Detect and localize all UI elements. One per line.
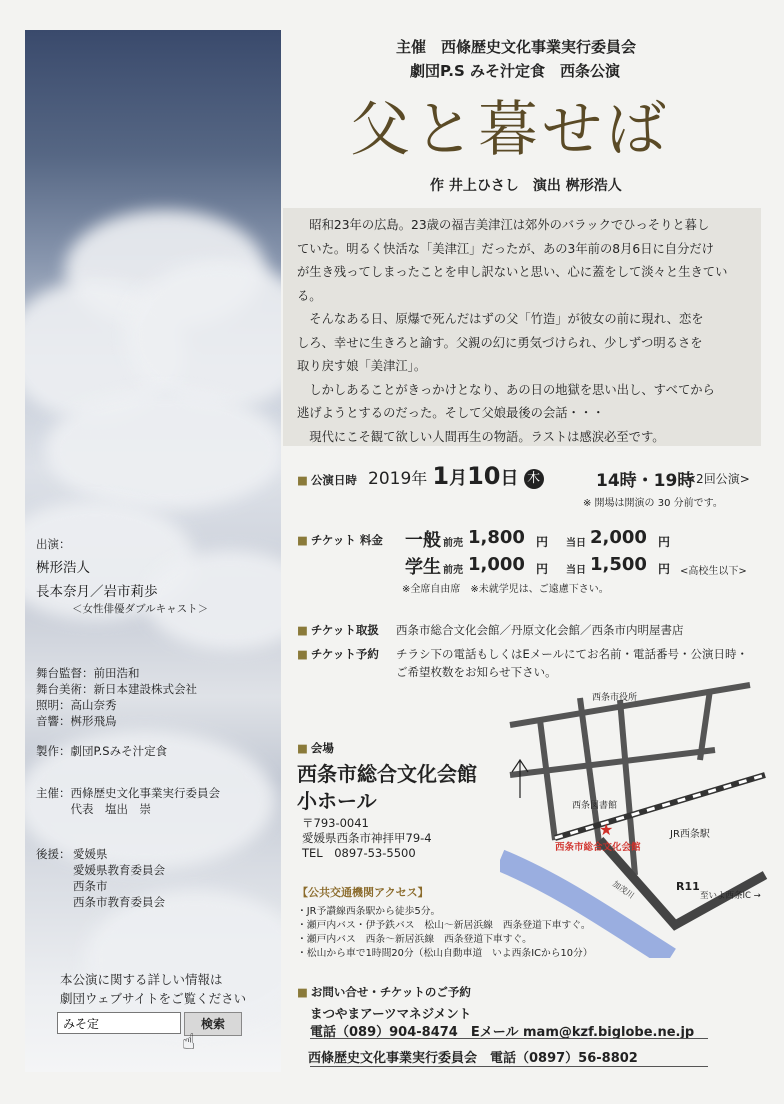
yen-unit: 円 <box>536 562 549 576</box>
staff-stage-art: 舞台美術：新日本建設株式会社 <box>36 682 197 696</box>
river <box>500 860 670 958</box>
access-item: ・瀬戸内バス・伊予鉄バス 松山～新居浜線 西条登道下車すぐ。 <box>297 920 591 931</box>
hand-pointer-icon: ☝ <box>182 1030 196 1055</box>
section-marker: ■ <box>297 741 308 755</box>
student-advance-price: 1,000 <box>468 554 525 575</box>
access-item: ・瀬戸内バス 西条～新居浜線 西条登道下車すぐ。 <box>297 934 532 945</box>
venue-name: 西条市総合文化会館 <box>297 762 477 786</box>
schedule-label-text: 公演日時 <box>310 473 357 487</box>
yen-unit: 円 <box>658 535 671 549</box>
door-label: 当日 <box>566 565 586 576</box>
search-button[interactable]: 検索 <box>184 1012 242 1036</box>
cast-name-2: 長本奈月／岩市莉歩 <box>36 584 158 600</box>
map-label-library: 西条図書館 <box>572 801 618 811</box>
synopsis-line: 現代にこそ観て欲しい人間再生の物語。ラストは感涙必至です。 <box>297 429 665 444</box>
date-month: 1 <box>432 462 450 490</box>
support-item: 愛媛県教育委員会 <box>73 863 165 877</box>
contact-label-text: お問い合せ・チケットのご予約 <box>310 985 471 999</box>
web-info-line-1: 本公演に関する詳しい情報は <box>60 972 223 987</box>
north-arrow-icon <box>512 760 528 798</box>
synopsis-line: 取り戻す娘「美津江」。 <box>297 359 427 373</box>
doors-open-note: ※ 開場は開演の 30 分前です。 <box>583 498 723 509</box>
map-label-route: R11 <box>676 880 700 893</box>
author-director: 作 井上ひさし 演出 桝形浩人 <box>430 178 622 194</box>
reserve-line-1: チラシ下の電話もしくはEメールにてお名前・電話番号・公演日時・ <box>396 647 749 661</box>
synopsis-line: しかしあることがきっかけとなり、あの日の地獄を思い出し、すべてから <box>297 382 715 397</box>
ticket-notes: ※全席自由席 ※未就学児は、ご遠慮下さい。 <box>402 584 609 595</box>
synopsis-line: そんなある日、原爆で死んだはずの父「竹造」が彼女の前に現れ、恋を <box>297 312 704 326</box>
student-age-note: <高校生以下> <box>680 566 747 577</box>
synopsis-line: 逃げようとするのだった。そして父娘最後の会話・・・ <box>297 406 605 420</box>
date-day-unit: 日 <box>500 468 519 489</box>
contact-label <box>297 984 471 1000</box>
door-label: 当日 <box>566 538 586 549</box>
venue-tel: TEL 0897-53-5500 <box>302 846 416 860</box>
synopsis-line: が生き残ってしまったことを申し訳ないと思い、心に蓋をして淡々と生きている。 <box>297 265 728 303</box>
organizer-line: 主催 西條歴史文化事業実行委員会 <box>396 38 637 56</box>
committee-contact: 西條歴史文化事業実行委員会 電話（0897）56-8802 <box>308 1051 638 1066</box>
map-label-venue: 西条市総合文化会館 <box>555 842 641 853</box>
general-label: 一般 <box>405 530 441 551</box>
support-item: 西条市 <box>73 879 108 893</box>
venue-address: 愛媛県西条市神拝甲79-4 <box>302 831 432 845</box>
sponsor-line-1: 主催：西條歴史文化事業実行委員会 <box>36 786 220 800</box>
synopsis-line: 昭和23年の広島。23歳の福吉美津江は郊外のバラックでひっそりと暮し <box>297 218 710 232</box>
performance-times: 14時・19時 <box>596 471 695 491</box>
section-marker: ■ <box>297 623 308 637</box>
access-heading: 【公共交通機関アクセス】 <box>297 886 429 899</box>
contact-phone-email: 電話（089）904-8474 Eメール mam@kzf.biglobe.ne.jp <box>310 1025 695 1040</box>
divider <box>310 1066 708 1067</box>
map-label-river: 加茂川 <box>610 879 636 901</box>
venue-label <box>297 740 334 756</box>
contact-company: まつやまアーツマネジメント <box>310 1006 472 1021</box>
support-item: 西条市教育委員会 <box>73 895 165 909</box>
staff-sound: 音響：桝形飛鳥 <box>36 714 117 728</box>
general-door-price: 2,000 <box>590 527 647 548</box>
reserve-label-text: チケット予約 <box>310 647 379 661</box>
advance-label: 前売 <box>443 538 463 549</box>
company-line: 劇団P.S みそ汁定食 西条公演 <box>410 62 620 80</box>
date-month-unit: 月 <box>449 468 468 489</box>
schedule-label <box>297 472 357 488</box>
map-label-city-hall: 西条市役所 <box>592 693 638 703</box>
map-label-station: JR西条駅 <box>670 829 710 840</box>
student-door-price: 1,500 <box>590 554 647 575</box>
synopsis-line: しろ、幸せに生きろと諭す。父親の幻に勇気づけられ、少しずつ明るさを <box>297 335 703 350</box>
production-credit: 製作：劇団P.Sみそ汁定食 <box>36 744 168 758</box>
cast-name-1: 桝形浩人 <box>36 560 90 576</box>
venue-hall: 小ホール <box>297 789 377 813</box>
reserve-label <box>297 646 379 662</box>
general-advance-price: 1,800 <box>468 527 525 548</box>
section-marker: ■ <box>297 533 308 547</box>
student-label: 学生 <box>405 557 441 578</box>
divider <box>310 1038 708 1039</box>
support-label: 後援： <box>36 847 71 861</box>
yen-unit: 円 <box>658 562 671 576</box>
section-marker: ■ <box>297 473 308 487</box>
synopsis-box <box>283 208 761 446</box>
ticket-price-label <box>297 532 383 548</box>
yen-unit: 円 <box>536 535 549 549</box>
play-title: 父と暮せば <box>350 95 670 165</box>
section-marker: ■ <box>297 647 308 661</box>
cast-note: ＜女性俳優ダブルキャスト＞ <box>72 603 209 615</box>
outlets-label-text: チケット取扱 <box>310 623 379 637</box>
sponsor-line-2: 代表 塩出 崇 <box>36 802 151 816</box>
date-year-unit: 年 <box>411 469 428 488</box>
support-item: 愛媛県 <box>73 847 108 861</box>
advance-label: 前売 <box>443 565 463 576</box>
cast-heading: 出演： <box>36 537 71 551</box>
section-marker: ■ <box>297 985 308 999</box>
access-item: ・JR予讃線西条駅から徒歩5分。 <box>297 906 441 917</box>
search-input[interactable] <box>57 1012 181 1034</box>
access-item: ・松山から車で1時間20分（松山自動車道 いよ西条ICから10分） <box>297 948 593 959</box>
map-label-ic: 至いよ西条IC → <box>700 891 761 901</box>
staff-stage-manager: 舞台監督：前田浩和 <box>36 666 140 680</box>
venue-star-icon: ★ <box>599 820 614 839</box>
venue-zip: 〒793-0041 <box>302 816 369 830</box>
date-year: 2019 <box>368 469 412 489</box>
synopsis-line: ていた。明るく快活な「美津江」だったが、あの3年前の8月6日に自分だけ <box>297 241 714 256</box>
run-count: <2回公演> <box>686 472 750 486</box>
staff-lighting: 照明：高山奈秀 <box>36 698 117 712</box>
date-day: 10 <box>467 462 501 490</box>
web-info-line-2: 劇団ウェブサイトをご覧ください <box>60 991 247 1006</box>
reserve-line-2: ご希望枚数をお知らせ下さい。 <box>396 665 557 679</box>
outlets-text: 西条市総合文化会館／丹原文化会館／西条市内明屋書店 <box>396 623 684 637</box>
outlets-label <box>297 622 379 638</box>
access-map <box>500 680 770 958</box>
ticket-price-label-text: チケット 料金 <box>310 533 383 547</box>
weekday-badge: 木 <box>524 469 544 489</box>
venue-label-text: 会場 <box>310 741 334 755</box>
performance-date <box>368 462 544 490</box>
